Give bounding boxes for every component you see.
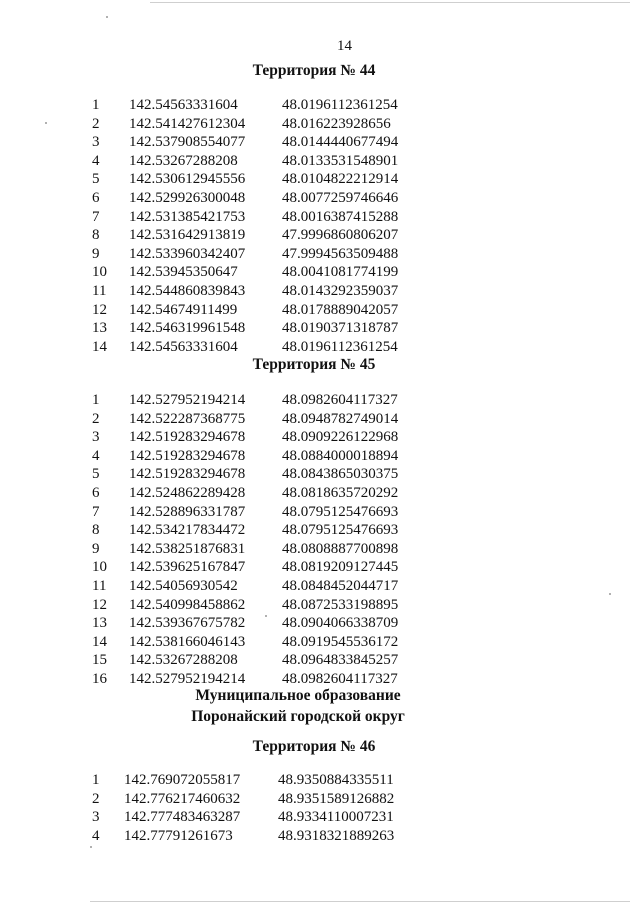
point-number: 7 xyxy=(92,503,100,520)
longitude-value: 142.531642913819 xyxy=(129,227,246,244)
longitude-value: 142.544860839843 xyxy=(129,282,246,299)
point-number: 2 xyxy=(92,410,100,427)
point-number: 3 xyxy=(92,134,100,151)
latitude-value: 48.9318321889263 xyxy=(278,827,395,844)
point-number: 14 xyxy=(92,633,107,650)
longitude-value: 142.54056930542 xyxy=(129,577,238,594)
latitude-value: 48.9350884335511 xyxy=(278,772,394,788)
scan-speck xyxy=(45,122,47,124)
longitude-value: 142.54674911499 xyxy=(129,301,238,318)
scan-line-top xyxy=(150,2,630,3)
section-heading-territory-46: Территория № 46 xyxy=(252,738,376,755)
page-number: 14 xyxy=(337,38,352,54)
latitude-value: 47.9994563509488 xyxy=(282,245,399,262)
longitude-value: 142.537908554077 xyxy=(129,134,246,151)
municipality-heading-line-1: Муниципальное образование xyxy=(195,687,401,704)
latitude-value: 48.0104822212914 xyxy=(282,171,399,188)
point-number: 12 xyxy=(92,301,107,318)
point-number: 16 xyxy=(92,670,107,687)
point-number: 1 xyxy=(92,772,100,788)
latitude-value: 48.0872533198895 xyxy=(282,596,399,613)
longitude-value: 142.539625167847 xyxy=(129,559,246,576)
longitude-value: 142.538166046143 xyxy=(129,633,246,650)
latitude-value: 48.9351589126882 xyxy=(278,790,395,807)
longitude-value: 142.533960342407 xyxy=(129,245,246,262)
point-number: 5 xyxy=(92,171,100,188)
latitude-value: 48.0964833845257 xyxy=(282,652,399,669)
section-heading-territory-44: Территория № 44 xyxy=(252,62,376,79)
latitude-value: 48.0178889042057 xyxy=(282,301,399,318)
longitude-value: 142.534217834472 xyxy=(129,522,246,539)
latitude-value: 48.016223928656 xyxy=(282,115,391,132)
scan-speck xyxy=(106,16,108,18)
latitude-value: 48.0982604117327 xyxy=(282,392,398,408)
point-number: 9 xyxy=(92,245,100,262)
longitude-value: 142.54563331604 xyxy=(129,338,238,355)
latitude-value: 48.0982604117327 xyxy=(282,670,398,687)
longitude-value: 142.546319961548 xyxy=(129,320,246,337)
longitude-value: 142.769072055817 xyxy=(124,772,241,788)
latitude-value: 48.0144440677494 xyxy=(282,134,399,151)
point-number: 2 xyxy=(92,115,100,132)
latitude-value: 48.0843865030375 xyxy=(282,466,399,483)
point-number: 6 xyxy=(92,484,100,501)
point-number: 6 xyxy=(92,189,100,206)
point-number: 5 xyxy=(92,466,100,483)
latitude-value: 48.0133531548901 xyxy=(282,152,399,169)
longitude-value: 142.527952194214 xyxy=(129,392,246,408)
latitude-value: 48.0016387415288 xyxy=(282,208,399,225)
longitude-value: 142.540998458862 xyxy=(129,596,246,613)
point-number: 3 xyxy=(92,809,100,826)
point-number: 13 xyxy=(92,320,107,337)
longitude-value: 142.530612945556 xyxy=(129,171,246,188)
latitude-value: 48.0795125476693 xyxy=(282,522,399,539)
latitude-value: 48.0919545536172 xyxy=(282,633,399,650)
longitude-value: 142.527952194214 xyxy=(129,670,246,687)
longitude-value: 142.519283294678 xyxy=(129,466,246,483)
scan-speck xyxy=(265,615,267,617)
point-number: 15 xyxy=(92,652,107,669)
longitude-value: 142.519283294678 xyxy=(129,447,246,464)
point-number: 4 xyxy=(92,152,100,169)
point-number: 3 xyxy=(92,429,100,446)
point-number: 1 xyxy=(92,97,100,113)
point-number: 4 xyxy=(92,827,100,844)
latitude-value: 48.0190371318787 xyxy=(282,320,399,337)
longitude-value: 142.53267288208 xyxy=(129,652,238,669)
latitude-value: 48.0819209127445 xyxy=(282,559,399,576)
longitude-value: 142.529926300048 xyxy=(129,189,246,206)
longitude-value: 142.77791261673 xyxy=(124,827,233,844)
longitude-value: 142.53945350647 xyxy=(129,264,238,281)
longitude-value: 142.541427612304 xyxy=(129,115,246,132)
longitude-value: 142.524862289428 xyxy=(129,484,246,501)
longitude-value: 142.539367675782 xyxy=(129,615,246,632)
latitude-value: 48.0795125476693 xyxy=(282,503,399,520)
latitude-value: 48.0196112361254 xyxy=(282,338,398,355)
section-heading-territory-45: Территория № 45 xyxy=(252,356,376,373)
longitude-value: 142.531385421753 xyxy=(129,208,246,225)
latitude-value: 48.0077259746646 xyxy=(282,189,399,206)
point-number: 10 xyxy=(92,264,107,281)
point-number: 7 xyxy=(92,208,100,225)
scan-speck xyxy=(90,846,92,848)
point-number: 13 xyxy=(92,615,107,632)
point-number: 11 xyxy=(92,577,107,594)
latitude-value: 48.0848452044717 xyxy=(282,577,399,594)
latitude-value: 47.9996860806207 xyxy=(282,227,399,244)
scan-line-bottom xyxy=(90,901,630,902)
longitude-value: 142.522287368775 xyxy=(129,410,246,427)
point-number: 9 xyxy=(92,540,100,557)
latitude-value: 48.0041081774199 xyxy=(282,264,399,281)
longitude-value: 142.776217460632 xyxy=(124,790,241,807)
latitude-value: 48.0196112361254 xyxy=(282,97,398,113)
latitude-value: 48.0884000018894 xyxy=(282,447,399,464)
point-number: 8 xyxy=(92,227,100,244)
point-number: 12 xyxy=(92,596,107,613)
longitude-value: 142.528896331787 xyxy=(129,503,246,520)
point-number: 8 xyxy=(92,522,100,539)
longitude-value: 142.538251876831 xyxy=(129,540,246,557)
point-number: 2 xyxy=(92,790,100,807)
latitude-value: 48.9334110007231 xyxy=(278,809,394,826)
latitude-value: 48.0948782749014 xyxy=(282,410,399,427)
longitude-value: 142.777483463287 xyxy=(124,809,241,826)
longitude-value: 142.54563331604 xyxy=(129,97,238,113)
latitude-value: 48.0808887700898 xyxy=(282,540,399,557)
latitude-value: 48.0909226122968 xyxy=(282,429,399,446)
longitude-value: 142.53267288208 xyxy=(129,152,238,169)
point-number: 4 xyxy=(92,447,100,464)
latitude-value: 48.0904066338709 xyxy=(282,615,399,632)
latitude-value: 48.0143292359037 xyxy=(282,282,399,299)
scan-speck xyxy=(609,593,611,595)
latitude-value: 48.0818635720292 xyxy=(282,484,399,501)
municipality-heading-line-2: Поронайский городской округ xyxy=(191,708,405,725)
point-number: 11 xyxy=(92,282,107,299)
municipality-heading xyxy=(33,685,563,727)
point-number: 14 xyxy=(92,338,107,355)
point-number: 1 xyxy=(92,392,100,408)
longitude-value: 142.519283294678 xyxy=(129,429,246,446)
point-number: 10 xyxy=(92,559,107,576)
